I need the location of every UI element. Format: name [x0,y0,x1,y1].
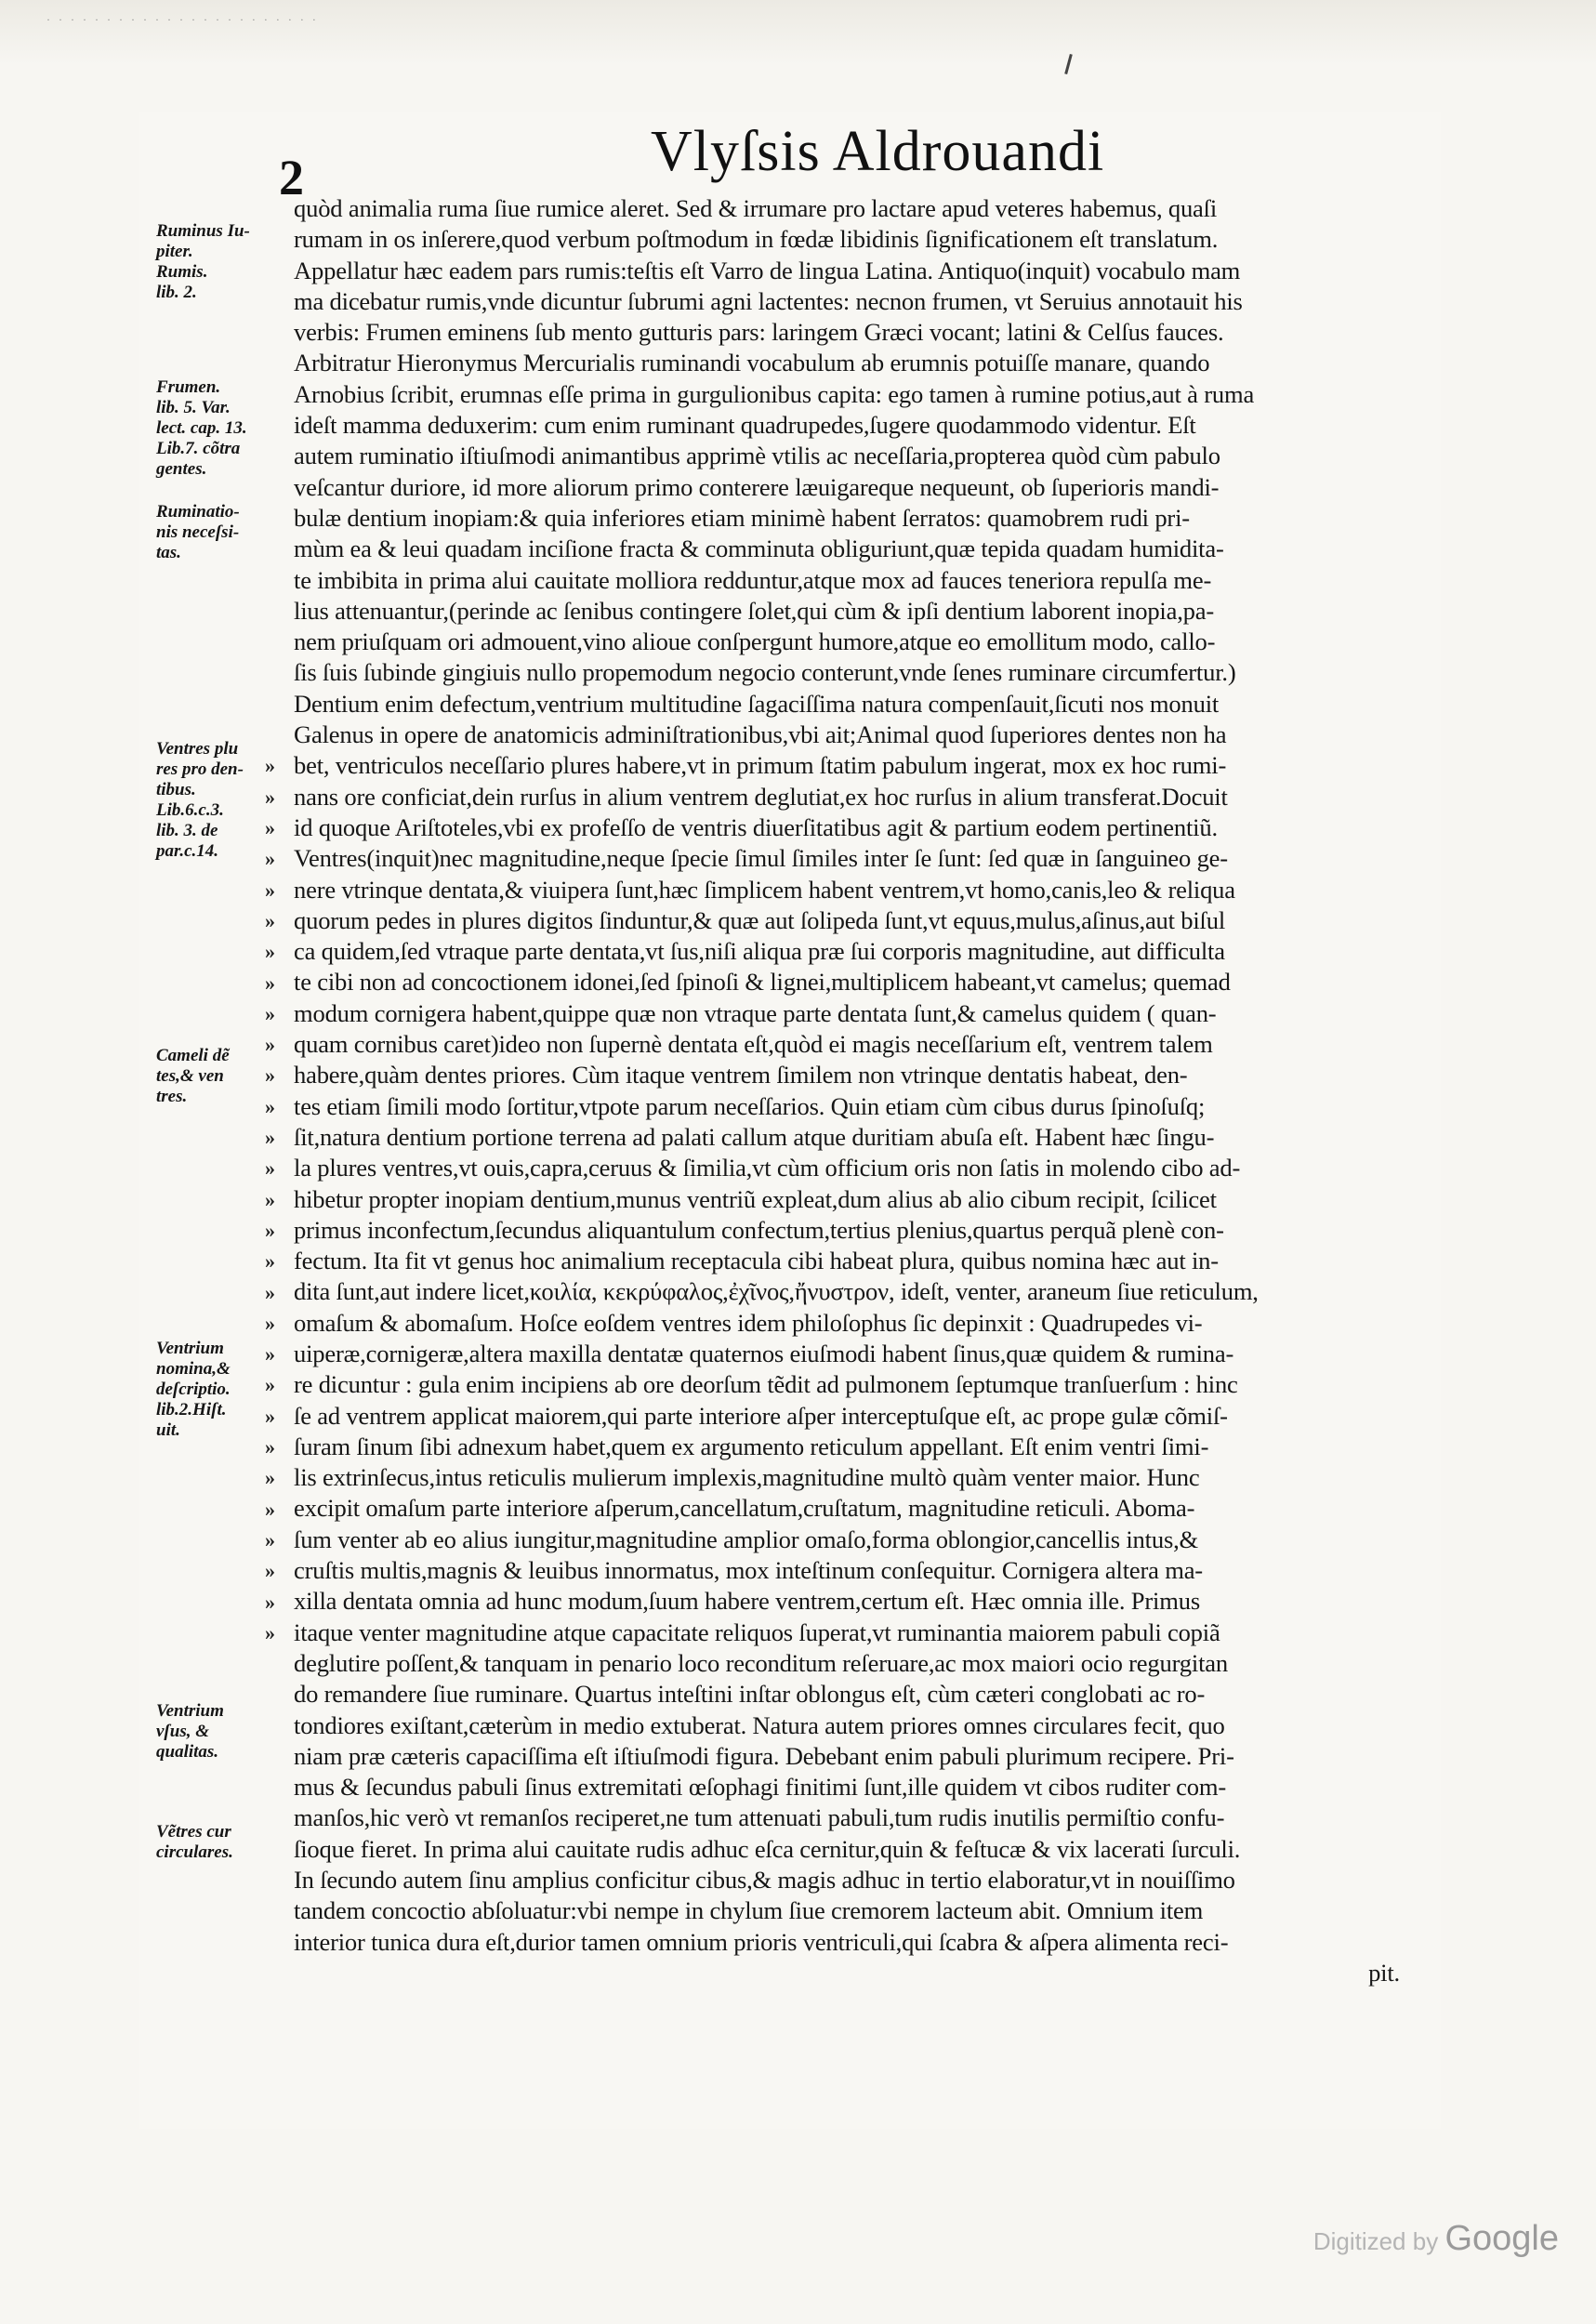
quotation-mark: » [265,1527,275,1552]
body-line: ſis ſuis ſubinde gingiuis nullo propemodum negocio conterunt,vnde ſenes ruminare circumfertur.) [294,658,1236,687]
margin-note-line: Vẽtres cur [156,1822,231,1842]
body-line: mùm ea & leui quadam inciſione fracta & comminuta obliguriunt,quæ tepida quadam humidita- [294,535,1224,563]
quotation-mark: » [265,785,275,809]
margin-note [156,377,296,480]
body-line: dita ſunt,aut indere licet,κοιλία, κεκρύφαλος,ἐχῖνος,ἤνυστρον, ideſt, venter, araneum ſiue reticulum, [294,1277,1259,1306]
body-line: re dicuntur : gula enim incipiens ab ore deorſum tẽdit ad pulmonem ſeptumque tranſuerſum : hinc [294,1370,1238,1399]
margin-note-line: res pro den- [156,759,244,779]
body-line: tandem concoctio abſoluatur:vbi nempe in chylum ſiue cremorem lacteum abit. Omnium item [294,1896,1204,1925]
body-line: omaſum & abomaſum. Hoſce eoſdem ventres idem philoſophus ſic depinxit : Quadrupedes vi- [294,1308,1203,1337]
quotation-mark: » [265,1001,275,1025]
body-text [294,193,1418,1988]
body-line: niam præ cæteris capaciſſima eſt iſtiuſmodi figura. Debebant enim pabuli plurimum recipere. Pri- [294,1741,1234,1770]
google-logo-text: Google [1444,2219,1559,2258]
quotation-mark: » [265,908,275,932]
quotation-mark: » [265,1404,275,1428]
body-line: primus inconfectum,ſecundus aliquantulum confectum,tertius plenius,quartus perquã plenè con- [294,1215,1224,1244]
margin-note-line: Ruminatio- [156,502,240,522]
quotation-mark: » [265,1620,275,1644]
margin-note-line: Cameli dẽ [156,1046,230,1065]
margin-note-line: tres. [156,1087,188,1106]
quotation-mark: » [265,878,275,902]
body-line: manſos,hic verò vt remanſos reciperet,ne tum attenuati pabuli,tum rudis inutilis permiſtio confu- [294,1803,1225,1832]
body-line: Galenus in opere de anatomicis adminiſtrationibus,vbi ait;Animal quod ſuperiores dentes non ha [294,720,1227,749]
body-line: Arnobius ſcribit, erumnas eſſe prima in gurgulionibus capita: ego tamen à rumine potius,aut à ruma [294,379,1255,408]
body-line: deglutire poſſent,& tanquam in penario loco reconditum reſeruare,ac mox maiori ocio regurgitan [294,1648,1228,1677]
body-line: la plures ventres,vt ouis,capra,ceruus & ſimilia,vt cùm officium oris non ſatis in molendo cibo ad- [294,1154,1241,1182]
margin-note-line: tes,& ven [156,1066,224,1086]
body-line: nere vtrinque dentata,& viuipera ſunt,hæc ſimplicem habent ventrem,vt homo,canis,leo & reliqua [294,875,1235,904]
quotation-mark: » [265,1342,275,1367]
margin-note-line: par.c.14. [156,841,219,861]
quotation-mark: » [265,940,275,964]
body-line: veſcantur duriore, id more aliorum primo conterere læuigareque nequeunt, ob ſuperioris mandi- [294,472,1220,501]
body-line: ſioque fieret. In prima alui cauitate rudis adhuc eſca cernitur,quin & feſtucæ & vix lacerati ſurculi. [294,1834,1241,1863]
body-line: verbis: Frumen eminens ſub mento gutturis pars: laringem Græci vocant; latini & Celſus fauces. [294,318,1224,347]
margin-note-line: Frumen. [156,377,221,397]
body-line: ſum venter ab eo alius iungitur,magnitudine amplior omaſo,forma oblongior,cancellis intus,& [294,1525,1199,1553]
margin-note-line: circulares. [156,1842,233,1862]
margin-note-line: lib. 2. [156,283,197,302]
body-line: habere,quàm dentes priores. Cùm itaque ventrem ſimilem non vtrinque dentatis habeat, den- [294,1061,1188,1089]
quotation-mark: » [265,1466,275,1490]
body-line: ca quidem,ſed vtraque parte dentata,vt ſus,niſi aliqua præ ſui corporis magnitudine, aut difficulta [294,937,1225,966]
margin-note-line: piter. [156,242,193,261]
quotation-mark: » [265,1311,275,1335]
body-line: te imbibita in prima alui cauitate molliora redduntur,atque mox ad fauces teneriora repulſa me- [294,565,1212,594]
body-line: te cibi non ad concoctionem idonei,ſed ſpinoſi & lignei,multiplicem habeant,vt camelus; quemad [294,968,1231,997]
margin-note-line: Lib.7. cõtra [156,439,241,458]
margin-note-line: tibus. [156,780,196,799]
body-line: autem ruminatio iſtiuſmodi animantibus apprimè vtilis ac neceſſaria,propterea quòd cùm pabulo [294,442,1220,470]
running-title: Vlyſsis Aldrouandi [651,120,1105,183]
body-line: Arbitratur Hieronymus Mercurialis ruminandi vocabulum ab erumnis potuiſſe manare, quando [294,349,1210,377]
body-line: nans ore conficiat,dein rurſus in alium ventrem deglutiat,ex hoc rurſus in alium transferat.Docuit [294,782,1228,811]
body-line: In ſecundo autem ſinu amplius conficitur cibus,& magis adhuc in tertio elaboratur,vt in nouiſſimo [294,1866,1235,1895]
margin-note-line: vſus, & [156,1722,209,1741]
body-line: ſuram ſinum ſibi adnexum habet,quem ex argumento reticulum appellant. Eſt enim ventri ſimi- [294,1432,1209,1460]
body-line: ideſt mamma deduxerim: cum enim ruminant quadrupedes,ſugere quodammodo videntur. Eſt [294,411,1196,440]
quotation-mark: » [265,1559,275,1583]
body-line: interior tunica dura eſt,durior tamen omnium prioris ventriculi,qui ſcabra & aſpera alimenta reci- [294,1927,1229,1956]
body-line: bet, ventriculos neceſſario plures habere,vt in primum ſtatim pabulum ingerat, mox ex hoc rumi- [294,751,1227,780]
quotation-mark: » [265,1280,275,1304]
body-line: hibetur propter inopiam dentium,munus ventriũ expleat,dum alius ab alio cibum recipit, ſcilicet [294,1184,1217,1213]
body-line: quorum pedes in plures digitos ſinduntur,& quæ aut ſolipeda ſunt,vt equus,mulus,aſinus,aut biſul [294,905,1226,934]
quotation-mark: » [265,1033,275,1057]
body-line: excipit omaſum parte interiore aſperum,cancellatum,cruſtatum, magnitudine reticuli. Aboma- [294,1494,1195,1523]
margin-note-line: tas. [156,543,181,562]
scan-noise-row: · · · · · · · · · · · · · · · · · · · · · · · [46,13,319,26]
body-line: Appellatur hæc eadem pars rumis:teſtis eſt Varro de lingua Latina. Antiquo(inquit) vocabulo mam [294,256,1241,284]
margin-note [156,502,296,563]
body-line: modum cornigera habent,quippe quæ non vtraque parte dentata ſunt,& camelus quidem ( quan- [294,998,1217,1027]
margin-note-line: gentes. [156,459,207,479]
body-line: Ventres(inquit)nec magnitudine,neque ſpecie ſimul ſimiles inter ſe ſunt: ſed quæ in ſanguineo ge- [294,844,1228,873]
body-line: tondiores exiſtant,cæterùm in medio extuberat. Natura autem priores omnes circulares fecit, quo [294,1710,1225,1739]
body-line: quam cornibus caret)ideo non ſupernè dentata eſt,quòd ei magis neceſſarium eſt, ventrem talem [294,1030,1213,1059]
body-line: nem priuſquam ori admouent,vino alioue conſpergunt humore,atque eo emollitum modo, callo- [294,627,1216,656]
body-line: id quoque Ariſtoteles,vbi ex profeſſo de ventris diuerſitatibus agit & partium eodem pertinentiũ. [294,812,1218,841]
margin-note-line: Rumis. [156,262,208,282]
body-line: uiperæ,cornigeræ,altera maxilla dentatæ quaternos eiuſmodi habent ſinus,quæ quidem & rumina- [294,1339,1234,1367]
body-line: itaque venter magnitudine atque capacitate reliquos ſuperat,vt ruminantia maiorem pabuli copiã [294,1618,1220,1646]
quotation-mark: » [265,1063,275,1088]
quotation-mark: » [265,1218,275,1242]
margin-note-line: Ventrium [156,1339,224,1358]
margin-note [156,1822,296,1863]
margin-note [156,221,296,303]
body-line: ſe ad ventrem applicat maiorem,qui parte interiore aſper interceptuſque eſt, ac prope gulæ cõmiſ- [294,1401,1228,1430]
body-line: fectum. Ita fit vt genus hoc animalium receptacula cibi habeat plura, quibus nomina hæc aut in- [294,1247,1219,1275]
quotation-mark: » [265,1249,275,1274]
margin-note-line: deſcriptio. [156,1380,231,1399]
margin-note-line: lib. 3. de [156,821,218,840]
margin-note-line: Ventrium [156,1701,224,1721]
margin-note-line: Ruminus Iu- [156,221,250,241]
margin-note-line: qualitas. [156,1742,219,1762]
margin-note-line: lib.2.Hiſt. [156,1400,227,1419]
body-line: quòd animalia ruma ſiue rumice aleret. Sed & irrumare pro lactare apud veteres habemus, quaſi [294,194,1218,222]
body-line: pit. [1368,1958,1400,1987]
digitization-credit [1313,2219,1559,2259]
body-line: mus & ſecundus pabuli ſinus extremitati œſophagi finitimi ſunt,ille quidem vt cibos ruditer com- [294,1773,1227,1802]
body-line: bulæ dentium inopiam:& quia inferiores etiam minimè habent ſerratos: quamobrem rudi pri- [294,503,1190,532]
margin-note-line: uit. [156,1420,180,1440]
quotation-mark: » [265,971,275,995]
body-line: do remandere ſiue ruminare. Quartus inteſtini inſtar oblongus eſt, cùm cæteri conglobati ac ro- [294,1680,1206,1709]
quotation-mark: » [265,816,275,839]
body-line: Dentium enim defectum,ventrium multitudine ſagaciſſima natura compenſauit,ſicuti nos monuit [294,689,1220,718]
body-line: ſit,natura dentium portione terrena ad palati callum atque duritiam abuſa eſt. Habent hæc ſingu- [294,1122,1215,1151]
quotation-mark: » [265,1156,275,1181]
margin-note-line: lib. 5. Var. [156,398,231,417]
body-line: xilla dentata omnia ad hunc modum,ſuum habere ventrem,certum eſt. Hæc omnia ille. Primus [294,1587,1200,1616]
quotation-mark: » [265,1187,275,1211]
quotation-mark: » [265,1373,275,1397]
margin-note-line: nis neceſsi- [156,522,240,542]
quotation-mark: » [265,1497,275,1521]
digitized-by-label: Digitized by [1312,2227,1439,2255]
quotation-mark: » [265,1094,275,1118]
margin-note-line: lect. cap. 13. [156,418,247,438]
margin-note-line: Ventres plu [156,739,239,759]
quotation-mark: » [265,1435,275,1459]
quotation-mark: » [265,1590,275,1614]
page-number: 2 [279,150,304,205]
body-line: tes etiam ſimili modo ſortitur,vtpote parum neceſſarios. Quin etiam cùm cibus durus ſpinoſuſq; [294,1091,1206,1120]
margin-note [156,1701,296,1763]
body-line: lius attenuantur,(perinde ac ſenibus contingere ſolet,qui cùm & ipſi dentium laborent inopia,pa- [294,596,1215,625]
quotation-mark: » [265,847,275,871]
body-line: rumam in os inſerere,quod verbum poſtmodum in fœdæ libidinis ſignificationem eſt translatum. [294,225,1219,254]
quotation-mark: » [265,754,275,778]
body-line: ma dicebatur rumis,vnde dicuntur ſubrumi agni lactentes: necnon frumen, vt Seruius annotauit his [294,286,1243,315]
quotation-mark: » [265,1126,275,1149]
body-line: cruſtis multis,magnis & leuibus innormatus, mox inteſtinum conſequitur. Cornigera altera ma- [294,1556,1203,1585]
margin-note-line: Lib.6.c.3. [156,800,224,820]
margin-note-line: nomina,& [156,1359,231,1379]
body-line: lis extrinſecus,intus reticulis mulierum implexis,magnitudine multò quàm venter maior. Hunc [294,1463,1200,1492]
